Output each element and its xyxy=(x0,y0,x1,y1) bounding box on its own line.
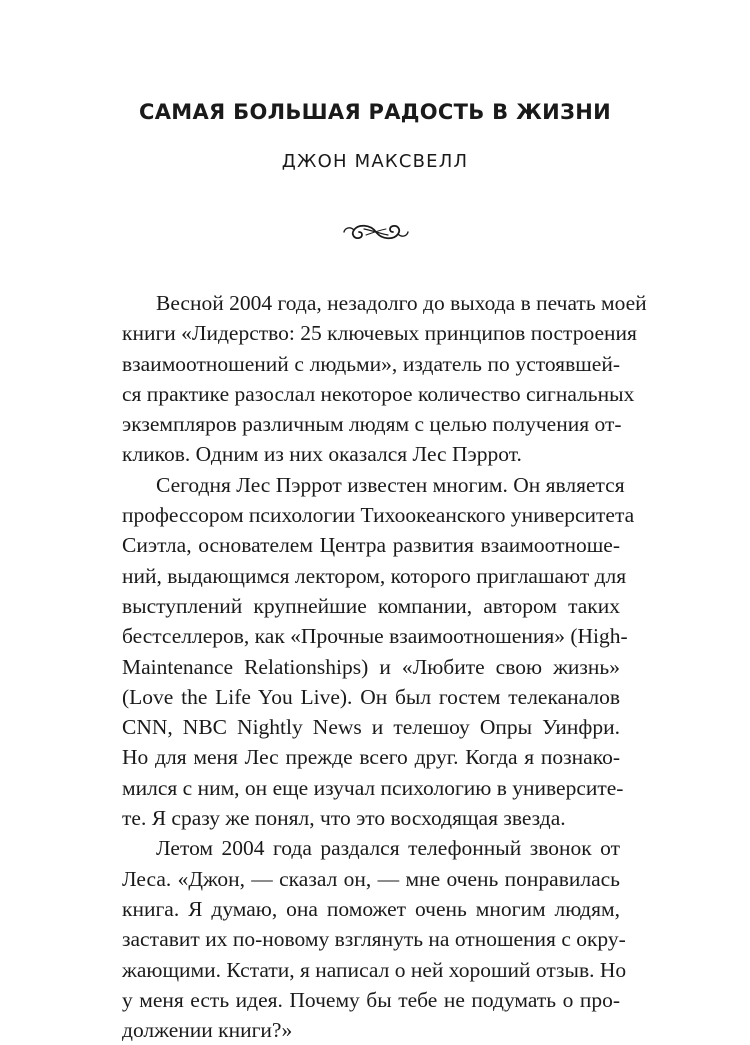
text-line: должении книги?» xyxy=(122,1018,293,1043)
text-line: жающими. Кстати, я написал о ней хороший отзыв. Но xyxy=(122,957,627,982)
text-line: Maintenance Relationships) и «Любите свою жизнь» xyxy=(122,654,620,679)
text-line: Сиэтла, основателем Центра развития взаимоотноше- xyxy=(122,533,620,558)
paragraph-1 xyxy=(122,288,647,470)
text-line: бестселлеров, как «Прочные взаимоотношения» (High- xyxy=(122,624,628,649)
text-line: выступлений крупнейшие компании, автором таких xyxy=(122,593,620,618)
text-line: Сегодня Лес Пэррот известен многим. Он является xyxy=(156,472,625,497)
text-line: книги «Лидерство: 25 ключевых принципов построения xyxy=(122,321,637,346)
text-line: те. Я сразу же понял, что это восходящая звезда. xyxy=(122,806,566,831)
text-line: Весной 2004 года, незадолго до выхода в печать моей xyxy=(156,291,647,315)
text-line: Летом 2004 года раздался телефонный звонок от xyxy=(156,836,620,861)
text-line: заставит их по-новому взглянуть на отношения с окру- xyxy=(122,927,626,952)
text-line: экземпляров различным людям с целью получения от- xyxy=(122,412,622,437)
paragraph-3 xyxy=(122,833,627,1045)
text-line: Леса. «Джон, — сказал он, — мне очень понравилась xyxy=(122,866,620,891)
text-line: ний, выдающимся лектором, которого приглашают для xyxy=(122,563,627,588)
text-line: Но для меня Лес прежде всего друг. Когда я познако- xyxy=(122,745,620,770)
chapter-title: САМАЯ БОЛЬШАЯ РАДОСТЬ В ЖИЗНИ xyxy=(139,100,611,124)
chapter-author: ДЖОН МАКСВЕЛЛ xyxy=(281,151,469,172)
flourish-ornament-icon xyxy=(342,220,410,244)
text-line: ся практике разослал некоторое количество сигнальных xyxy=(122,381,635,406)
body-text xyxy=(122,288,647,1045)
text-line: кликов. Одним из них оказался Лес Пэррот. xyxy=(122,442,522,467)
text-line: книга. Я думаю, она поможет очень многим людям, xyxy=(122,896,620,921)
text-line: у меня есть идея. Почему бы тебе не подумать о про- xyxy=(122,987,620,1012)
text-line: мился с ним, он еще изучал психологию в университе- xyxy=(122,775,624,800)
text-line: взаимоотношений с людьми», издатель по устоявшей- xyxy=(122,351,620,376)
paragraph-2 xyxy=(122,470,635,834)
text-line: профессором психологии Тихоокеанского университета xyxy=(122,503,635,528)
text-line: CNN, NBC Nightly News и телешоу Опры Уинфри. xyxy=(122,715,620,740)
text-line: (Love the Life You Live). Он был гостем телеканалов xyxy=(122,684,620,709)
